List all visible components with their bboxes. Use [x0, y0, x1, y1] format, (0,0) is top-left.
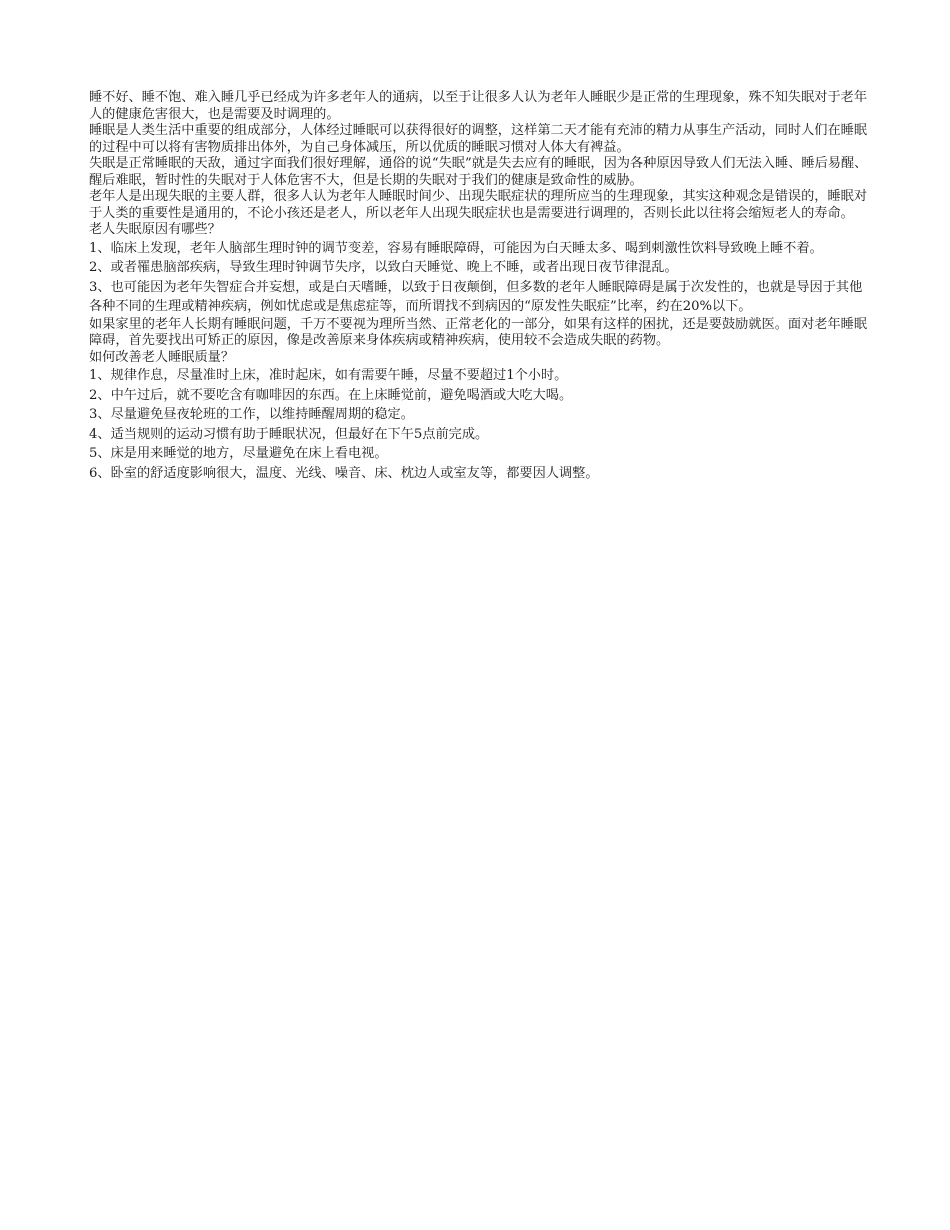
intro-paragraph-2: 睡眠是人类生活中重要的组成部分，人体经过睡眠可以获得很好的调整，这样第二天才能有充沛的精力从事生产活动，同时人们在睡眠的过程中可以将有害物质排出体外，为自己身体减压，所以优质的睡眠习惯对人体大有裨益。 [89, 123, 868, 155]
intro-paragraph-4: 老年人是出现失眠的主要人群，很多人认为老年人睡眠时间少、出现失眠症状的理所应当的生理现象，其实这种观念是错误的，睡眠对于人类的重要性是通用的，不论小孩还是老人，所以老年人出现失眠症状也是需要进行调理的，否则长此以往将会缩短老人的寿命。 [89, 189, 868, 221]
article-body [89, 90, 869, 483]
improve-item-2: 2、中午过后，就不要吃含有咖啡因的东西。在上床睡觉前，避免喝酒或大吃大喝。 [89, 387, 573, 403]
intro-paragraph-3: 失眠是正常睡眠的天敌，通过字面我们很好理解，通俗的说“失眠”就是失去应有的睡眠，因为各种原因导致人们无法入睡、睡后易醒、醒后难眠，暂时性的失眠对于人体危害不大，但是长期的失眠对于我们的健康是致命性的威胁。 [89, 156, 868, 188]
improve-item-4: 4、适当规则的运动习惯有助于睡眠状况，但最好在下午5点前完成。 [89, 426, 489, 442]
causes-closing-paragraph: 如果家里的老年人长期有睡眠问题，千万不要视为理所当然、正常老化的一部分，如果有这样的困扰，还是要鼓励就医。面对老年睡眠障碍，首先要找出可矫正的原因，像是改善原来身体疾病或精神疾病，使用较不会造成失眠的药物。 [89, 316, 868, 348]
improve-item-3: 3、尽量避免昼夜轮班的工作，以维持睡醒周期的稳定。 [89, 407, 414, 422]
cause-item-1: 1、临床上发现，老年人脑部生理时钟的调节变差，容易有睡眠障碍，可能因为白天睡太多、喝到刺激性饮料导致晚上睡不着。 [89, 240, 823, 256]
causes-heading: 老人失眠原因有哪些？ [89, 222, 221, 237]
improve-item-6: 6、卧室的舒适度影响很大，温度、光线、噪音、床、枕边人或室友等，都要因人调整。 [89, 465, 599, 481]
improve-item-1: 1、规律作息，尽量准时上床，准时起床，如有需要午睡，尽量不要超过1个小时。 [89, 368, 568, 383]
intro-paragraph-1: 睡不好、睡不饱、难入睡几乎已经成为许多老年人的通病，以至于让很多人认为老年人睡眠少是正常的生理现象，殊不知失眠对于老年人的健康危害很大，也是需要及时调理的。 [89, 90, 868, 122]
cause-item-2: 2、或者罹患脑部疾病，导致生理时钟调节失序，以致白天睡觉、晚上不睡，或者出现日夜节律混乱。 [89, 260, 678, 275]
cause-item-3: 3、也可能因为老年失智症合并妄想，或是白天嗜睡，以致于日夜颠倒，但多数的老年人睡眠障碍是属于次发性的，也就是导因于其他各种不同的生理或精神疾病，例如忧虑或是焦虑症等，而所谓找不到病因的“原发性失眠症”比率，约在20%以下。 [89, 279, 863, 314]
improve-item-5: 5、床是用来睡觉的地方，尽量避免在床上看电视。 [89, 446, 388, 461]
improve-heading: 如何改善老人睡眠质量？ [89, 349, 235, 365]
